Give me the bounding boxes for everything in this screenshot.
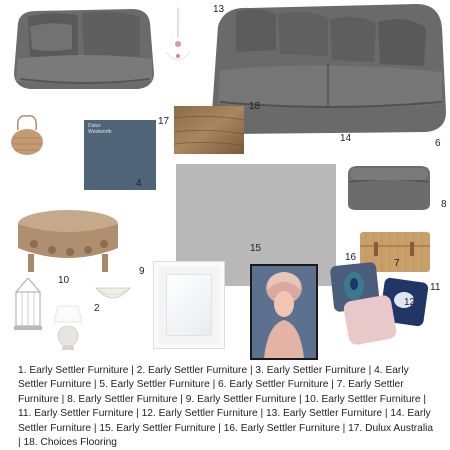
swatch-name: Westworth <box>88 128 112 135</box>
label-7: 7 <box>394 258 400 269</box>
label-12: 12 <box>404 297 416 308</box>
label-11: 11 <box>430 282 441 293</box>
swatch-brand: Dulux <box>88 123 101 129</box>
label-15: 15 <box>250 243 262 254</box>
label-18: 18 <box>249 101 261 112</box>
mirror-image <box>154 262 224 348</box>
label-10: 10 <box>58 275 70 286</box>
portrait-artwork-image <box>250 264 318 360</box>
paint-swatch <box>84 120 156 190</box>
label-13: 13 <box>213 4 225 15</box>
label-17: 17 <box>158 116 170 127</box>
label-9: 9 <box>139 266 145 277</box>
hanging-ornament-image <box>160 8 196 72</box>
swatch-label <box>88 124 112 135</box>
label-6: 6 <box>435 138 441 149</box>
table-lamp-image <box>52 304 84 352</box>
credits-caption: 1. Early Settler Furniture | 2. Early Settler Furniture | 3. Early Settler Furniture | 4. Early Settler Furniture | 5. Early Settler Furniture | 6. Early Settler Furniture | 7. Early Settler Furniture | 8. Early Settler Furniture | 9. Early Settler Furniture | 10. Early Settler Furniture | 11. Early Settler Furniture | 12. Early Settler Furniture | 13. Early Settler Furniture | 14. Early Settler Furniture | 15. Early Settler Furniture | 16. Early Settler Furniture | 17. Dulux Australia | 18. Choices Flooring <box>18 365 434 449</box>
label-16: 16 <box>345 252 357 263</box>
flooring-sample-image <box>174 106 244 154</box>
bowl-image <box>94 284 132 304</box>
label-8: 8 <box>441 199 447 210</box>
cushion-group-image <box>326 258 436 348</box>
label-2: 2 <box>94 303 100 314</box>
lantern-image <box>12 278 44 332</box>
coffee-table-image <box>14 206 122 274</box>
label-14: 14 <box>340 133 352 144</box>
label-4: 4 <box>136 178 142 189</box>
basket-image <box>8 114 46 158</box>
ottoman-image <box>344 164 434 212</box>
armchair-image <box>8 3 160 95</box>
